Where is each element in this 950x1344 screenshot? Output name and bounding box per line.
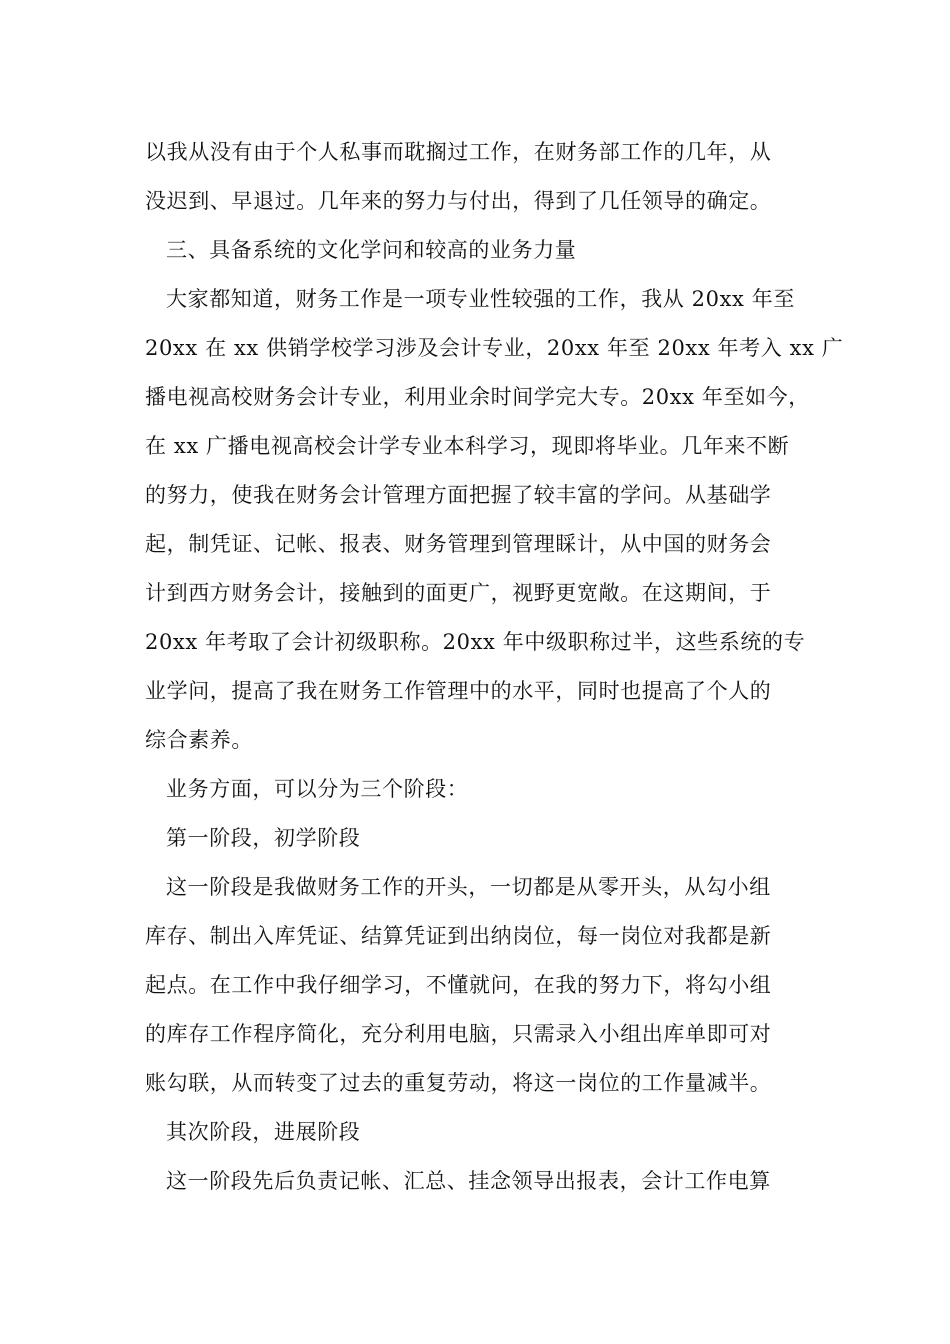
subsection-heading: 其次阶段，进展阶段 <box>166 1120 361 1144</box>
text-line: 20xx 在 xx 供销学校学习涉及会计专业，20xx 年至 20xx 年考入 xx 广 <box>145 336 844 360</box>
text-line: 这一阶段先后负责记帐、汇总、挂念领导出报表，会计工作电算 <box>166 1169 771 1193</box>
text-line: 没迟到、早退过。几年来的努力与付出，得到了几任领导的确定。 <box>145 189 772 213</box>
subsection-heading: 第一阶段，初学阶段 <box>166 826 361 850</box>
text-line: 这一阶段是我做财务工作的开头，一切都是从零开头，从勾小组 <box>166 875 771 899</box>
text-line: 的库存工作程序简化，充分利用电脑，只需录入小组出库单即可对 <box>145 1022 772 1046</box>
text-line: 大家都知道，财务工作是一项专业性较强的工作，我从 20xx 年至 <box>166 287 795 311</box>
text-line: 综合素养。 <box>145 728 253 752</box>
text-line: 的努力，使我在财务会计管理方面把握了较丰富的学问。从基础学 <box>145 483 772 507</box>
text-line: 播电视高校财务会计专业，利用业余时间学完大专。20xx 年至如今， <box>145 385 810 409</box>
text-line: 起点。在工作中我仔细学习，不懂就问，在我的努力下，将勾小组 <box>145 973 772 997</box>
text-line: 库存、制出入库凭证、结算凭证到出纳岗位，每一岗位对我都是新 <box>145 924 772 948</box>
text-line: 业学问，提高了我在财务工作管理中的水平，同时也提高了个人的 <box>145 679 772 703</box>
text-line: 账勾联，从而转变了过去的重复劳动，将这一岗位的工作量减半。 <box>145 1071 772 1095</box>
text-line: 在 xx 广播电视高校会计学专业本科学习，现即将毕业。几年来不断 <box>145 434 790 458</box>
section-heading: 三、具备系统的文化学问和较高的业务力量 <box>166 238 577 262</box>
text-line: 计到西方财务会计，接触到的面更广，视野更宽敞。在这期间，于 <box>145 581 772 605</box>
text-line: 业务方面，可以分为三个阶段： <box>166 777 469 801</box>
text-line: 起，制凭证、记帐、报表、财务管理到管理睬计，从中国的财务会 <box>145 532 772 556</box>
text-line: 以我从没有由于个人私事而耽搁过工作，在财务部工作的几年，从 <box>145 140 772 164</box>
text-line: 20xx 年考取了会计初级职称。20xx 年中级职称过半，这些系统的专 <box>145 630 806 654</box>
